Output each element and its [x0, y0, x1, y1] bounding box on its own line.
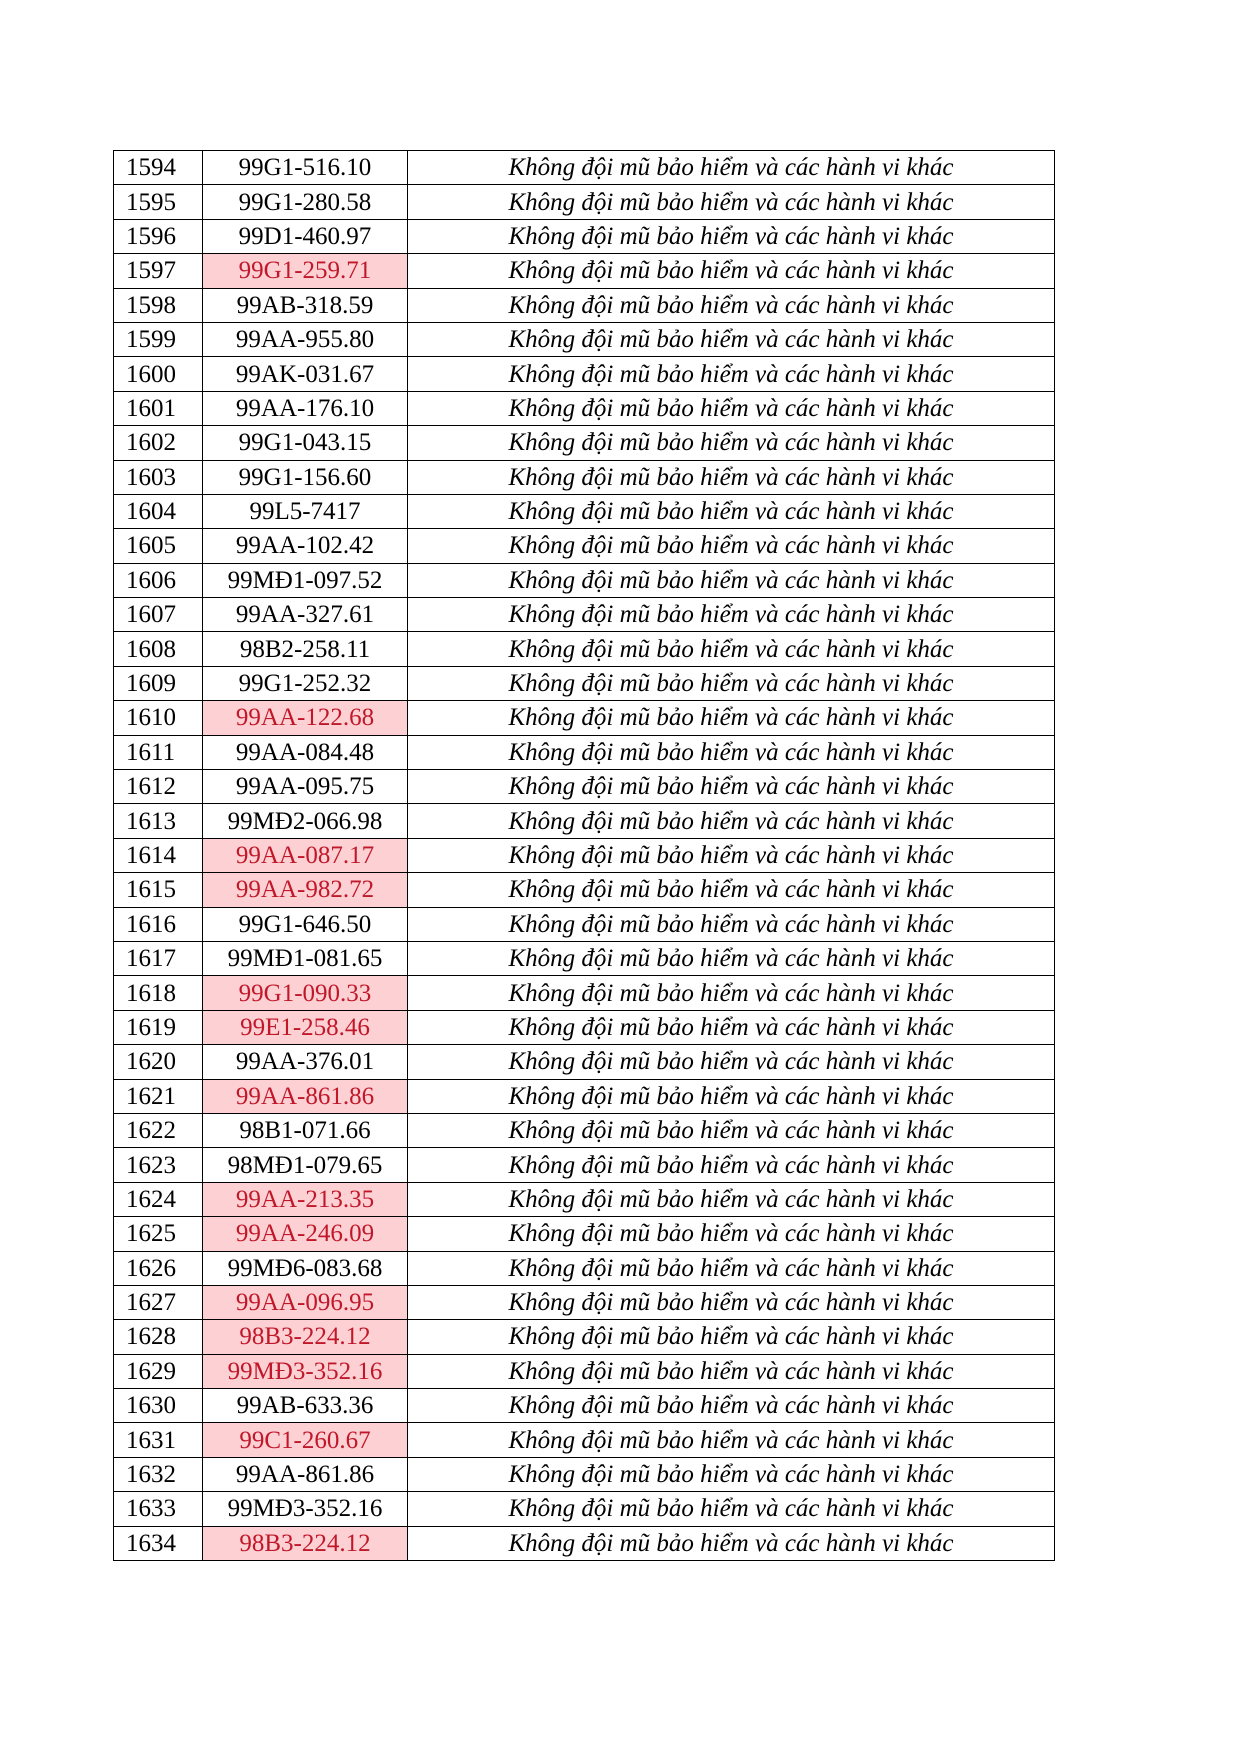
row-number-cell: 1632	[114, 1457, 203, 1491]
table-row	[114, 804, 1055, 838]
license-plate-cell: 99AA-955.80	[203, 322, 408, 356]
license-plate-cell-highlighted: 98B3-224.12	[203, 1320, 408, 1354]
table-row	[114, 391, 1055, 425]
license-plate-cell: 99G1-252.32	[203, 666, 408, 700]
violation-cell: Không đội mũ bảo hiểm và các hành vi khác	[408, 1148, 1055, 1182]
license-plate-cell: 99MĐ1-081.65	[203, 941, 408, 975]
license-plate-cell: 99AA-095.75	[203, 770, 408, 804]
violation-cell: Không đội mũ bảo hiểm và các hành vi khác	[408, 804, 1055, 838]
violation-cell: Không đội mũ bảo hiểm và các hành vi khác	[408, 391, 1055, 425]
table-row	[114, 976, 1055, 1010]
violation-cell: Không đội mũ bảo hiểm và các hành vi khác	[408, 735, 1055, 769]
violation-cell: Không đội mũ bảo hiểm và các hành vi khác	[408, 1182, 1055, 1216]
violation-cell: Không đội mũ bảo hiểm và các hành vi khác	[408, 288, 1055, 322]
row-number-cell: 1619	[114, 1010, 203, 1044]
license-plate-cell: 99MĐ6-083.68	[203, 1251, 408, 1285]
violation-cell: Không đội mũ bảo hiểm và các hành vi khác	[408, 632, 1055, 666]
table-row	[114, 529, 1055, 563]
violation-cell: Không đội mũ bảo hiểm và các hành vi khác	[408, 976, 1055, 1010]
table-row	[114, 1251, 1055, 1285]
violation-cell: Không đội mũ bảo hiểm và các hành vi khác	[408, 1389, 1055, 1423]
table-row	[114, 219, 1055, 253]
license-plate-cell: 98B2-258.11	[203, 632, 408, 666]
table-row	[114, 1423, 1055, 1457]
row-number-cell: 1623	[114, 1148, 203, 1182]
license-plate-cell: 99MĐ3-352.16	[203, 1492, 408, 1526]
license-plate-cell: 98B1-071.66	[203, 1113, 408, 1147]
row-number-cell: 1601	[114, 391, 203, 425]
table-row	[114, 254, 1055, 288]
table-row	[114, 322, 1055, 356]
row-number-cell: 1633	[114, 1492, 203, 1526]
row-number-cell: 1634	[114, 1526, 203, 1560]
license-plate-cell-highlighted: 99AA-246.09	[203, 1217, 408, 1251]
table-row	[114, 1526, 1055, 1560]
violation-cell: Không đội mũ bảo hiểm và các hành vi khác	[408, 770, 1055, 804]
violation-cell: Không đội mũ bảo hiểm và các hành vi khác	[408, 1217, 1055, 1251]
license-plate-cell-highlighted: 99MĐ3-352.16	[203, 1354, 408, 1388]
row-number-cell: 1614	[114, 838, 203, 872]
violations-table	[113, 150, 1055, 1561]
license-plate-cell-highlighted: 99AA-213.35	[203, 1182, 408, 1216]
row-number-cell: 1621	[114, 1079, 203, 1113]
row-number-cell: 1607	[114, 598, 203, 632]
license-plate-cell-highlighted: 99AA-982.72	[203, 873, 408, 907]
table-row	[114, 460, 1055, 494]
table-row	[114, 770, 1055, 804]
table-row	[114, 1285, 1055, 1319]
license-plate-cell: 99MĐ2-066.98	[203, 804, 408, 838]
license-plate-cell-highlighted: 99E1-258.46	[203, 1010, 408, 1044]
violation-cell: Không đội mũ bảo hiểm và các hành vi khác	[408, 1285, 1055, 1319]
violation-cell: Không đội mũ bảo hiểm và các hành vi khác	[408, 873, 1055, 907]
row-number-cell: 1631	[114, 1423, 203, 1457]
license-plate-cell: 99AA-176.10	[203, 391, 408, 425]
table-row	[114, 1217, 1055, 1251]
row-number-cell: 1615	[114, 873, 203, 907]
violation-cell: Không đội mũ bảo hiểm và các hành vi khác	[408, 1010, 1055, 1044]
row-number-cell: 1609	[114, 666, 203, 700]
violation-cell: Không đội mũ bảo hiểm và các hành vi khác	[408, 529, 1055, 563]
license-plate-cell-highlighted: 99AA-122.68	[203, 701, 408, 735]
license-plate-cell: 99AA-102.42	[203, 529, 408, 563]
table-row	[114, 873, 1055, 907]
violation-cell: Không đội mũ bảo hiểm và các hành vi khác	[408, 1526, 1055, 1560]
row-number-cell: 1625	[114, 1217, 203, 1251]
table-row	[114, 1045, 1055, 1079]
violation-cell: Không đội mũ bảo hiểm và các hành vi khác	[408, 322, 1055, 356]
row-number-cell: 1624	[114, 1182, 203, 1216]
license-plate-cell: 99AK-031.67	[203, 357, 408, 391]
row-number-cell: 1626	[114, 1251, 203, 1285]
table-row	[114, 357, 1055, 391]
row-number-cell: 1617	[114, 941, 203, 975]
row-number-cell: 1603	[114, 460, 203, 494]
table-row	[114, 288, 1055, 322]
license-plate-cell: 98MĐ1-079.65	[203, 1148, 408, 1182]
row-number-cell: 1604	[114, 494, 203, 528]
violation-cell: Không đội mũ bảo hiểm và các hành vi khác	[408, 1354, 1055, 1388]
license-plate-cell: 99AB-318.59	[203, 288, 408, 322]
table-row	[114, 1010, 1055, 1044]
violation-cell: Không đội mũ bảo hiểm và các hành vi khác	[408, 598, 1055, 632]
violation-cell: Không đội mũ bảo hiểm và các hành vi khác	[408, 701, 1055, 735]
license-plate-cell: 99AA-376.01	[203, 1045, 408, 1079]
row-number-cell: 1600	[114, 357, 203, 391]
violation-cell: Không đội mũ bảo hiểm và các hành vi khác	[408, 1251, 1055, 1285]
row-number-cell: 1596	[114, 219, 203, 253]
table-row	[114, 907, 1055, 941]
table-row	[114, 701, 1055, 735]
row-number-cell: 1620	[114, 1045, 203, 1079]
table-row	[114, 941, 1055, 975]
license-plate-cell-highlighted: 99G1-259.71	[203, 254, 408, 288]
violation-cell: Không đội mũ bảo hiểm và các hành vi khác	[408, 666, 1055, 700]
table-row	[114, 1457, 1055, 1491]
row-number-cell: 1606	[114, 563, 203, 597]
violation-cell: Không đội mũ bảo hiểm và các hành vi khác	[408, 254, 1055, 288]
row-number-cell: 1618	[114, 976, 203, 1010]
violation-cell: Không đội mũ bảo hiểm và các hành vi khác	[408, 1320, 1055, 1354]
row-number-cell: 1602	[114, 426, 203, 460]
row-number-cell: 1595	[114, 185, 203, 219]
violation-cell: Không đội mũ bảo hiểm và các hành vi khác	[408, 185, 1055, 219]
row-number-cell: 1630	[114, 1389, 203, 1423]
table-row	[114, 185, 1055, 219]
table-row	[114, 563, 1055, 597]
license-plate-cell: 99MĐ1-097.52	[203, 563, 408, 597]
license-plate-cell: 99D1-460.97	[203, 219, 408, 253]
row-number-cell: 1594	[114, 151, 203, 185]
license-plate-cell-highlighted: 99G1-090.33	[203, 976, 408, 1010]
license-plate-cell: 99G1-156.60	[203, 460, 408, 494]
violation-cell: Không đội mũ bảo hiểm và các hành vi khác	[408, 426, 1055, 460]
row-number-cell: 1605	[114, 529, 203, 563]
violation-cell: Không đội mũ bảo hiểm và các hành vi khác	[408, 563, 1055, 597]
violation-cell: Không đội mũ bảo hiểm và các hành vi khác	[408, 1457, 1055, 1491]
license-plate-cell: 99AB-633.36	[203, 1389, 408, 1423]
license-plate-cell-highlighted: 99C1-260.67	[203, 1423, 408, 1457]
license-plate-cell: 99G1-043.15	[203, 426, 408, 460]
table-row	[114, 1320, 1055, 1354]
table-row	[114, 838, 1055, 872]
license-plate-cell-highlighted: 99AA-096.95	[203, 1285, 408, 1319]
table-row	[114, 151, 1055, 185]
table-row	[114, 1389, 1055, 1423]
row-number-cell: 1610	[114, 701, 203, 735]
violation-cell: Không đội mũ bảo hiểm và các hành vi khác	[408, 1045, 1055, 1079]
table-row	[114, 494, 1055, 528]
license-plate-cell: 99L5-7417	[203, 494, 408, 528]
violation-cell: Không đội mũ bảo hiểm và các hành vi khác	[408, 494, 1055, 528]
license-plate-cell: 99G1-280.58	[203, 185, 408, 219]
row-number-cell: 1611	[114, 735, 203, 769]
row-number-cell: 1616	[114, 907, 203, 941]
row-number-cell: 1622	[114, 1113, 203, 1147]
license-plate-cell-highlighted: 98B3-224.12	[203, 1526, 408, 1560]
row-number-cell: 1628	[114, 1320, 203, 1354]
violation-cell: Không đội mũ bảo hiểm và các hành vi khác	[408, 1423, 1055, 1457]
table-row	[114, 735, 1055, 769]
violation-cell: Không đội mũ bảo hiểm và các hành vi khác	[408, 357, 1055, 391]
table-row	[114, 426, 1055, 460]
table-row	[114, 1148, 1055, 1182]
violation-cell: Không đội mũ bảo hiểm và các hành vi khác	[408, 838, 1055, 872]
violation-cell: Không đội mũ bảo hiểm và các hành vi khác	[408, 1492, 1055, 1526]
table-row	[114, 598, 1055, 632]
license-plate-cell: 99AA-084.48	[203, 735, 408, 769]
row-number-cell: 1597	[114, 254, 203, 288]
row-number-cell: 1612	[114, 770, 203, 804]
row-number-cell: 1608	[114, 632, 203, 666]
table-row	[114, 1113, 1055, 1147]
violation-cell: Không đội mũ bảo hiểm và các hành vi khác	[408, 460, 1055, 494]
row-number-cell: 1599	[114, 322, 203, 356]
row-number-cell: 1598	[114, 288, 203, 322]
row-number-cell: 1629	[114, 1354, 203, 1388]
row-number-cell: 1613	[114, 804, 203, 838]
table-row	[114, 1492, 1055, 1526]
violations-table-body	[114, 151, 1055, 1561]
violation-cell: Không đội mũ bảo hiểm và các hành vi khác	[408, 1113, 1055, 1147]
violation-cell: Không đội mũ bảo hiểm và các hành vi khác	[408, 941, 1055, 975]
table-row	[114, 632, 1055, 666]
license-plate-cell: 99AA-327.61	[203, 598, 408, 632]
table-row	[114, 1079, 1055, 1113]
violation-cell: Không đội mũ bảo hiểm và các hành vi khác	[408, 219, 1055, 253]
license-plate-cell: 99G1-516.10	[203, 151, 408, 185]
table-row	[114, 1354, 1055, 1388]
table-row	[114, 1182, 1055, 1216]
license-plate-cell-highlighted: 99AA-861.86	[203, 1079, 408, 1113]
table-row	[114, 666, 1055, 700]
license-plate-cell: 99G1-646.50	[203, 907, 408, 941]
license-plate-cell-highlighted: 99AA-087.17	[203, 838, 408, 872]
violation-cell: Không đội mũ bảo hiểm và các hành vi khác	[408, 907, 1055, 941]
violation-cell: Không đội mũ bảo hiểm và các hành vi khác	[408, 1079, 1055, 1113]
violation-cell: Không đội mũ bảo hiểm và các hành vi khác	[408, 151, 1055, 185]
license-plate-cell: 99AA-861.86	[203, 1457, 408, 1491]
row-number-cell: 1627	[114, 1285, 203, 1319]
